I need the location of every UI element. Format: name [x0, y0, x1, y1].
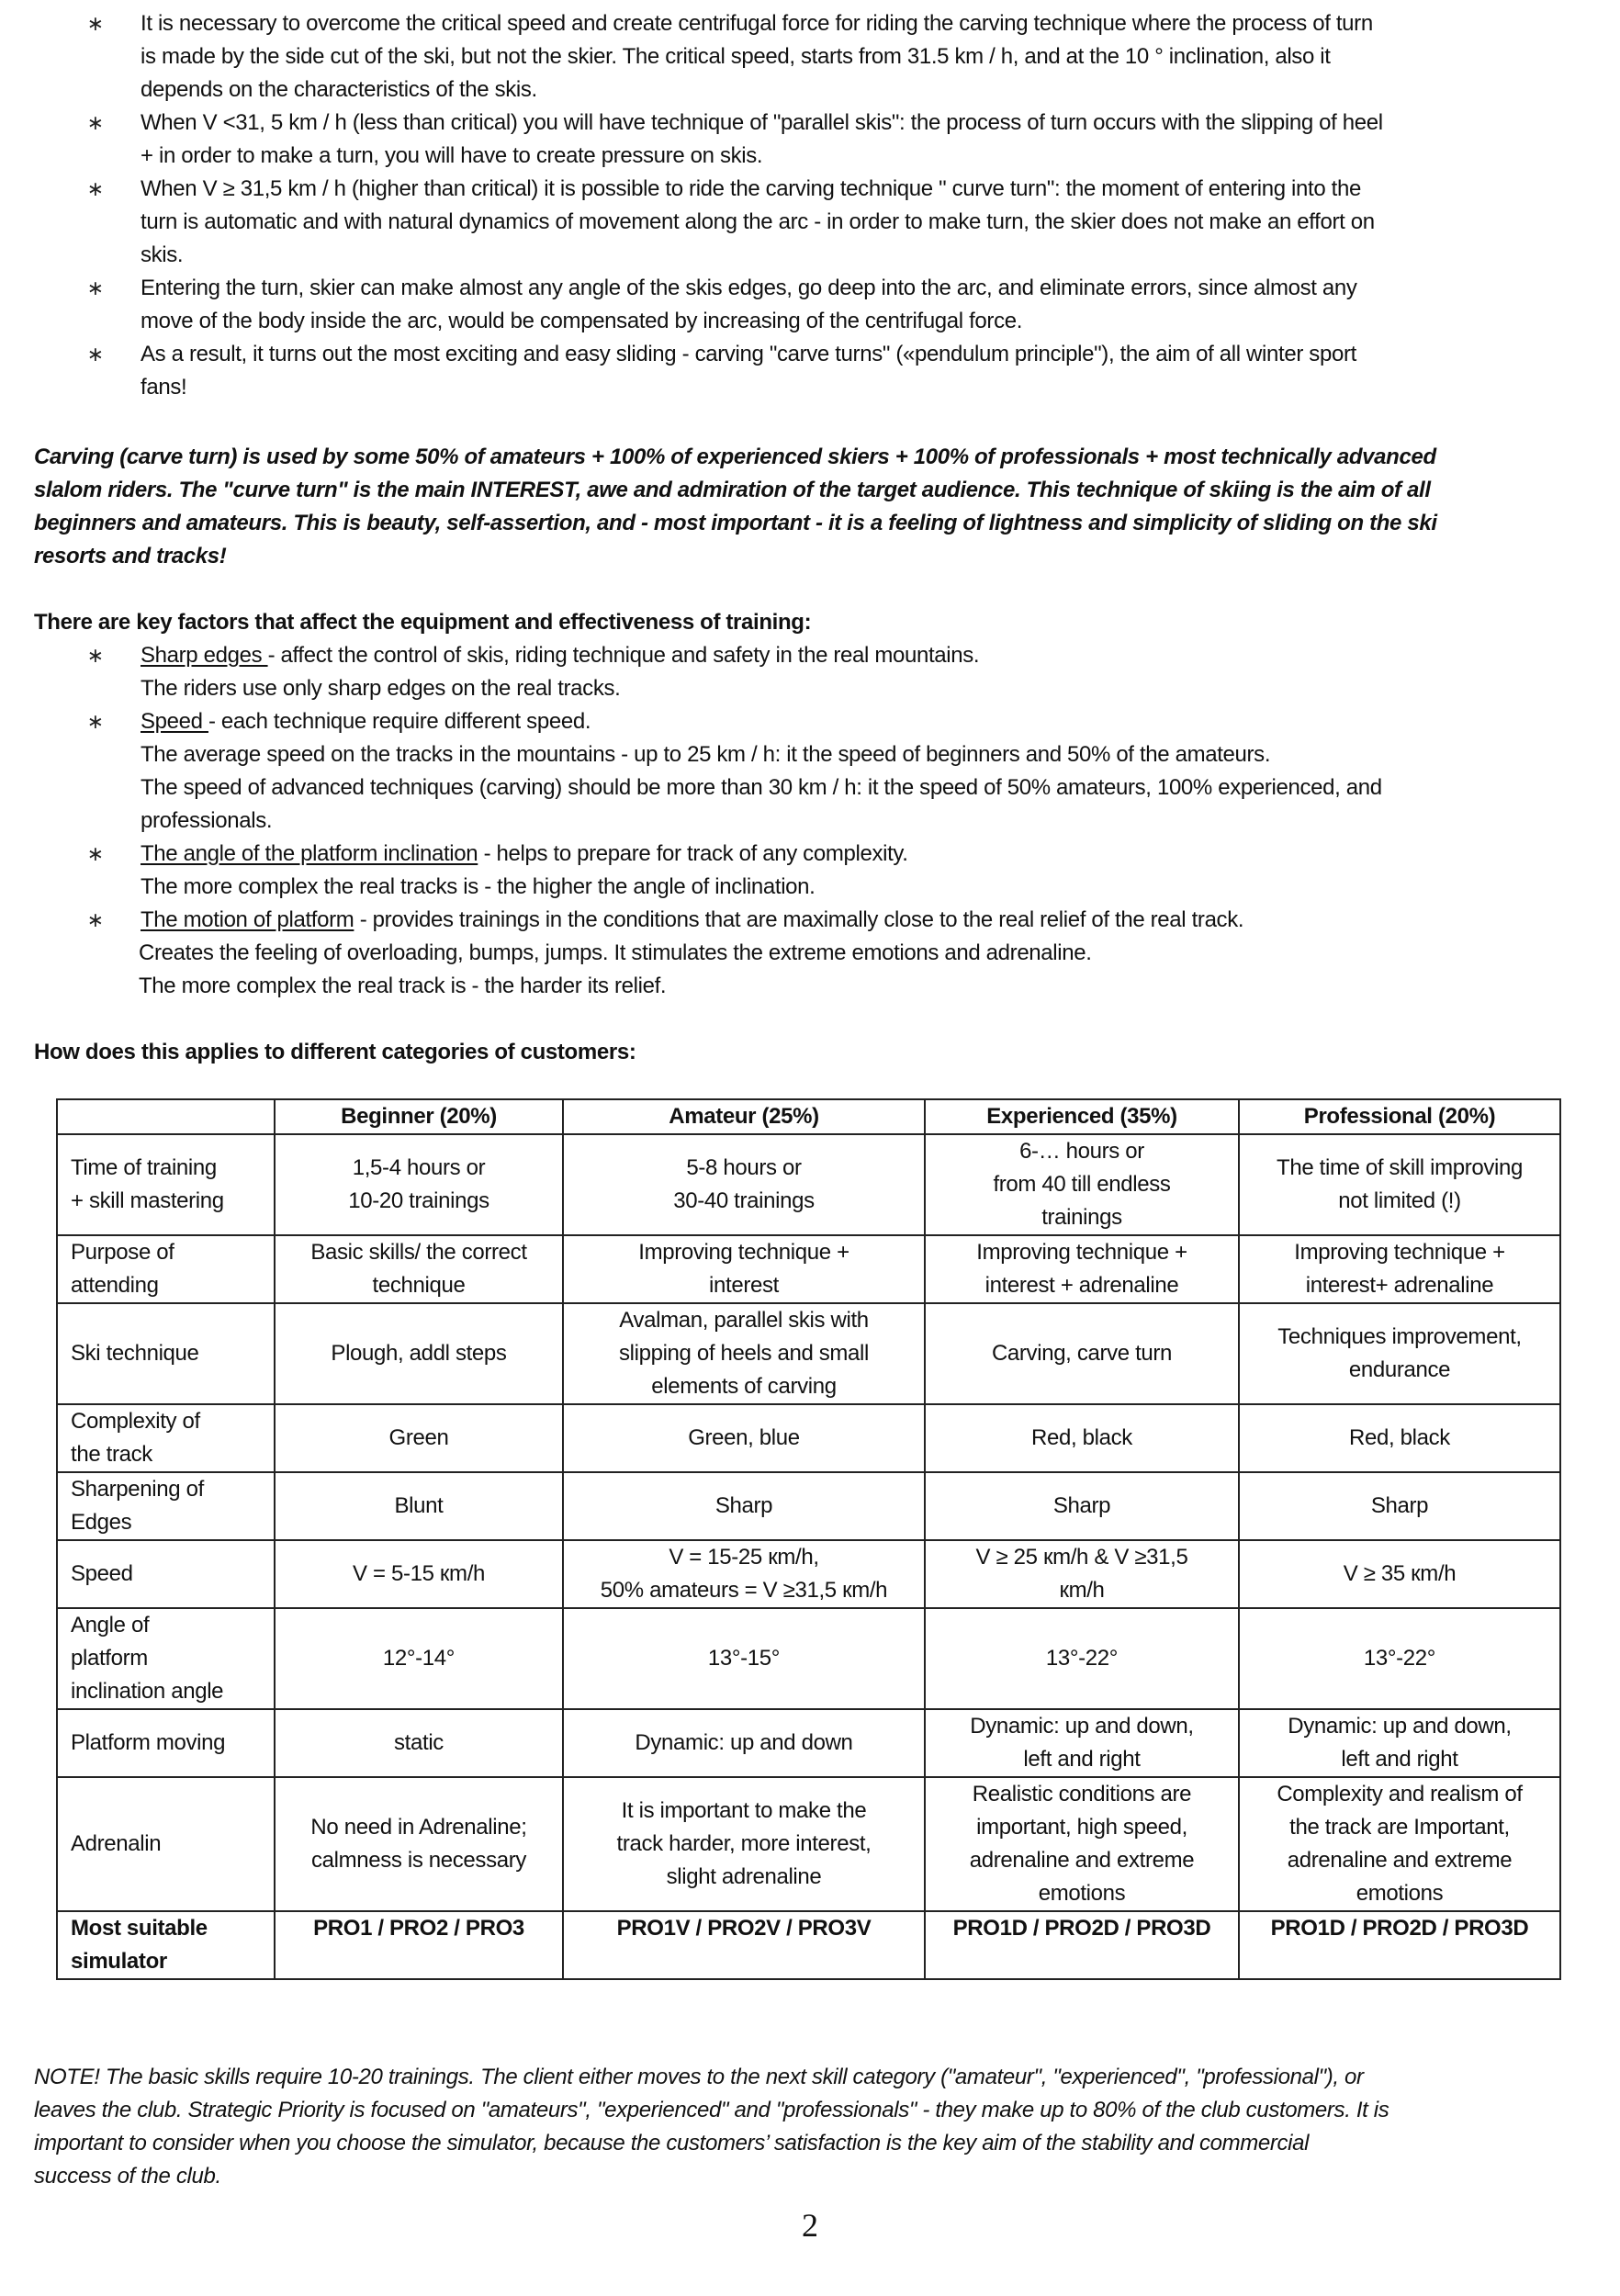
- intro-bullet-3-line-3: skis.: [141, 242, 184, 267]
- table-cell-beginner: [275, 1777, 563, 1911]
- cell-line: important, high speed,: [976, 1815, 1187, 1840]
- table-cell-amateur: [563, 1540, 925, 1608]
- table-cell-beginner: [275, 1303, 563, 1404]
- note-line-1: NOTE! The basic skills require 10-20 trainings. The client either moves to the next skill category ("amateur", "experienced", "professional"), or: [34, 2065, 1364, 2089]
- table-row: [57, 1540, 1560, 1608]
- asterisk-bullet-icon: ∗: [86, 12, 105, 35]
- cell-line: static: [394, 1730, 444, 1755]
- table-row: [57, 1303, 1560, 1404]
- table-cell-professional: [1239, 1777, 1560, 1911]
- intro-bullet-3-line-2: turn is automatic and with natural dynamics of movement along the arc - in order to make turn, the skier does not make an effort on: [141, 209, 1375, 234]
- table-header-row: [57, 1099, 1560, 1134]
- asterisk-bullet-icon: ∗: [86, 710, 105, 733]
- table-cell-beginner: [275, 1911, 563, 1979]
- table-row-label: [57, 1404, 275, 1472]
- cell-line: Speed: [71, 1561, 133, 1586]
- table-row-label: [57, 1303, 275, 1404]
- cell-line: elements of carving: [651, 1374, 837, 1399]
- key-factor-speed: [141, 705, 591, 738]
- cell-line: PRO1D / PRO2D / PRO3D: [952, 1916, 1211, 1941]
- cell-line: V ≥ 25 кm/h & V ≥31,5: [975, 1545, 1188, 1570]
- key-factor-term: Speed: [141, 709, 208, 734]
- key-factor-sharp-edges: [141, 639, 979, 672]
- cell-line: emotions: [1038, 1881, 1126, 1906]
- cell-line: 10-20 trainings: [348, 1188, 489, 1213]
- cell-line: inclination angle: [71, 1679, 224, 1704]
- cell-line: slipping of heels and small: [618, 1341, 870, 1366]
- intro-bullet-1-line-1: It is necessary to overcome the critical speed and create centrifugal force for riding the carving technique where the process of turn: [141, 11, 1373, 36]
- table-cell-professional: [1239, 1540, 1560, 1608]
- cell-line: Improving technique +: [1294, 1240, 1505, 1265]
- cell-line: slight adrenaline: [666, 1864, 822, 1889]
- cell-line: 5-8 hours or: [686, 1155, 802, 1180]
- carving-paragraph-line-2: slalom riders. The "curve turn" is the main INTEREST, awe and admiration of the target audience. This technique of skiing is the aim of all: [34, 478, 1431, 502]
- table-cell-experienced: [925, 1472, 1239, 1540]
- key-factor-term: The motion of platform: [141, 907, 354, 932]
- page-number: 2: [802, 2207, 818, 2244]
- cell-line: not limited (!): [1338, 1188, 1461, 1213]
- asterisk-bullet-icon: ∗: [86, 842, 105, 865]
- table-row: [57, 1235, 1560, 1303]
- cell-line: Complexity of: [71, 1409, 200, 1434]
- cell-line: PRO1D / PRO2D / PRO3D: [1270, 1916, 1529, 1941]
- intro-bullet-5-line-1: As a result, it turns out the most exciting and easy sliding - carving "carve turns" («pendulum principle"), the aim of all winter sport: [141, 342, 1356, 366]
- table-cell-beginner: [275, 1134, 563, 1235]
- key-factor-term: The angle of the platform inclination: [141, 841, 478, 866]
- note-line-4: success of the club.: [34, 2164, 221, 2189]
- cell-line: Dynamic: up and down: [635, 1730, 853, 1755]
- cell-line: the track are Important,: [1289, 1815, 1510, 1840]
- table-cell-professional: [1239, 1911, 1560, 1979]
- table-cell-experienced: [925, 1404, 1239, 1472]
- table-cell-professional: [1239, 1235, 1560, 1303]
- note-line-2: leaves the club. Strategic Priority is focused on "amateurs", "experienced" and "professionals" - they make up to 80% of the club customers. It is: [34, 2098, 1389, 2122]
- cell-line: PRO1 / PRO2 / PRO3: [313, 1916, 524, 1941]
- cell-line: Dynamic: up and down,: [970, 1714, 1194, 1739]
- carving-paragraph-line-3: beginners and amateurs. This is beauty, self-assertion, and - most important - it is a feeling of lightness and simplicity of sliding on the ski: [34, 511, 1437, 535]
- cell-line: The time of skill improving: [1277, 1155, 1523, 1180]
- cell-line: Edges: [71, 1510, 132, 1535]
- cell-line: left and right: [1023, 1747, 1141, 1772]
- cell-line: Sharpening of: [71, 1477, 204, 1502]
- table-row: [57, 1134, 1560, 1235]
- cell-line: V = 15-25 кm/h,: [669, 1545, 819, 1570]
- cell-line: Plough, addl steps: [331, 1341, 507, 1366]
- table-row-label: [57, 1709, 275, 1777]
- table-cell-professional: [1239, 1472, 1560, 1540]
- cell-line: 50% amateurs = V ≥31,5 кm/h: [600, 1578, 888, 1603]
- cell-line: 12°-14°: [382, 1646, 456, 1671]
- table-row: [57, 1709, 1560, 1777]
- cell-line: Purpose of: [71, 1240, 174, 1265]
- cell-line: Blunt: [394, 1493, 444, 1518]
- table-row-label: [57, 1911, 275, 1979]
- key-factor-description: - affect the control of skis, riding technique and safety in the real mountains.: [267, 643, 980, 668]
- cell-line: calmness is necessary: [310, 1848, 527, 1873]
- cell-line: Avalman, parallel skis with: [619, 1308, 869, 1333]
- table-cell-experienced: [925, 1134, 1239, 1235]
- intro-bullet-2-line-1: When V <31, 5 km / h (less than critical) you will have technique of "parallel skis": the process of turn occurs with the slipping of heel: [141, 110, 1383, 135]
- cell-line: Adrenalin: [71, 1831, 162, 1856]
- cell-line: Angle of: [71, 1613, 150, 1638]
- cell-line: кm/h: [1059, 1578, 1105, 1603]
- table-cell-beginner: [275, 1235, 563, 1303]
- table-header-beginner: Beginner (20%): [275, 1099, 563, 1134]
- cell-line: Carving, carve turn: [991, 1341, 1173, 1366]
- table-cell-amateur: [563, 1303, 925, 1404]
- cell-line: Techniques improvement,: [1277, 1324, 1522, 1349]
- cell-line: Basic skills/ the correct: [310, 1240, 527, 1265]
- asterisk-bullet-icon: ∗: [86, 908, 105, 931]
- cell-line: emotions: [1356, 1881, 1444, 1906]
- table-cell-amateur: [563, 1404, 925, 1472]
- table-cell-experienced: [925, 1608, 1239, 1709]
- table-cell-amateur: [563, 1709, 925, 1777]
- table-cell-experienced: [925, 1777, 1239, 1911]
- cell-line: Most suitable: [71, 1916, 208, 1941]
- cell-line: Platform moving: [71, 1730, 226, 1755]
- intro-bullet-2-line-2: + in order to make a turn, you will have to create pressure on skis.: [141, 143, 763, 168]
- intro-bullet-4-line-2: move of the body inside the arc, would be compensated by increasing of the centrifugal force.: [141, 309, 1023, 333]
- cell-line: Sharp: [1370, 1493, 1429, 1518]
- cell-line: technique: [372, 1273, 466, 1298]
- note-line-3: important to consider when you choose the simulator, because the customers’ satisfaction is the key aim of the stability and commercial: [34, 2131, 1310, 2155]
- intro-bullet-5-line-2: fans!: [141, 375, 187, 400]
- table-cell-amateur: [563, 1235, 925, 1303]
- table-row-label: [57, 1540, 275, 1608]
- cell-line: 6-… hours or: [1019, 1139, 1144, 1164]
- cell-line: Sharp: [1052, 1493, 1111, 1518]
- cell-line: endurance: [1348, 1357, 1451, 1382]
- table-cell-professional: [1239, 1608, 1560, 1709]
- table-cell-beginner: [275, 1540, 563, 1608]
- asterisk-bullet-icon: ∗: [86, 644, 105, 667]
- table-cell-experienced: [925, 1911, 1239, 1979]
- asterisk-bullet-icon: ∗: [86, 276, 105, 299]
- intro-bullet-1-line-3: depends on the characteristics of the skis.: [141, 77, 537, 102]
- table-cell-professional: [1239, 1303, 1560, 1404]
- key-factor-description: - helps to prepare for track of any complexity.: [478, 841, 908, 866]
- cell-line: platform: [71, 1646, 148, 1671]
- key-factor-line: The more complex the real tracks is - the higher the angle of inclination.: [141, 874, 816, 899]
- cell-line: trainings: [1041, 1205, 1122, 1230]
- cell-line: from 40 till endless: [993, 1172, 1171, 1197]
- cell-line: Red, black: [1031, 1425, 1132, 1450]
- table-cell-amateur: [563, 1911, 925, 1979]
- key-factor-description: - each technique require different speed.: [208, 709, 591, 734]
- key-factor-platform-motion: [141, 904, 1243, 937]
- cell-line: Dynamic: up and down,: [1288, 1714, 1512, 1739]
- table-cell-amateur: [563, 1472, 925, 1540]
- table-row: [57, 1608, 1560, 1709]
- table-cell-amateur: [563, 1777, 925, 1911]
- cell-line: left and right: [1341, 1747, 1458, 1772]
- cell-line: 13°-22°: [1363, 1646, 1436, 1671]
- cell-line: V ≥ 35 кm/h: [1343, 1561, 1457, 1586]
- cell-line: Green, blue: [688, 1425, 800, 1450]
- customer-categories-table: [56, 1098, 1561, 1980]
- key-factor-description: - provides trainings in the conditions that are maximally close to the real relief of the real track.: [354, 907, 1244, 932]
- table-body: [57, 1134, 1560, 1979]
- cell-line: 13°-15°: [707, 1646, 781, 1671]
- table-cell-experienced: [925, 1235, 1239, 1303]
- cell-line: simulator: [71, 1949, 167, 1974]
- table-cell-experienced: [925, 1709, 1239, 1777]
- table-cell-beginner: [275, 1608, 563, 1709]
- key-factor-line: The average speed on the tracks in the mountains - up to 25 km / h: it the speed of beginners and 50% of the amateurs.: [141, 742, 1271, 767]
- key-factor-term: Sharp edges: [141, 643, 268, 668]
- cell-line: interest+ adrenaline: [1305, 1273, 1494, 1298]
- table-row: [57, 1911, 1560, 1979]
- table-cell-experienced: [925, 1303, 1239, 1404]
- table-row: [57, 1472, 1560, 1540]
- table-row-label: [57, 1472, 275, 1540]
- key-factors-heading: There are key factors that affect the equipment and effectiveness of training:: [34, 610, 812, 635]
- cell-line: Red, black: [1349, 1425, 1450, 1450]
- table-cell-professional: [1239, 1404, 1560, 1472]
- cell-line: track harder, more interest,: [616, 1831, 872, 1856]
- asterisk-bullet-icon: ∗: [86, 343, 105, 366]
- table-row-label: [57, 1608, 275, 1709]
- table-row: [57, 1777, 1560, 1911]
- table-header-professional: Professional (20%): [1239, 1099, 1560, 1134]
- table-row-label: [57, 1134, 275, 1235]
- table-header-experienced: Experienced (35%): [925, 1099, 1239, 1134]
- table-cell-professional: [1239, 1709, 1560, 1777]
- intro-bullet-1-line-2: is made by the side cut of the ski, but not the skier. The critical speed, starts from 31.5 km / h, and at the 10 ° inclination, also it: [141, 44, 1331, 69]
- key-factor-line: Creates the feeling of overloading, bumps, jumps. It stimulates the extreme emotions and adrenaline.: [139, 940, 1092, 965]
- cell-line: the track: [71, 1442, 152, 1467]
- key-factor-line: The riders use only sharp edges on the real tracks.: [141, 676, 621, 701]
- cell-line: V = 5-15 кm/h: [352, 1561, 486, 1586]
- cell-line: + skill mastering: [71, 1188, 224, 1213]
- cell-line: It is important to make the: [621, 1798, 867, 1823]
- cell-line: Time of training: [71, 1155, 217, 1180]
- cell-line: Improving technique +: [976, 1240, 1187, 1265]
- table-cell-beginner: [275, 1709, 563, 1777]
- asterisk-bullet-icon: ∗: [86, 111, 105, 134]
- table-row-label: [57, 1235, 275, 1303]
- key-factor-platform-angle: [141, 838, 908, 871]
- table-header-amateur: Amateur (25%): [563, 1099, 925, 1134]
- table-cell-experienced: [925, 1540, 1239, 1608]
- key-factor-line: professionals.: [141, 808, 273, 833]
- cell-line: 1,5-4 hours or: [352, 1155, 486, 1180]
- table-cell-amateur: [563, 1608, 925, 1709]
- table-cell-professional: [1239, 1134, 1560, 1235]
- table-cell-amateur: [563, 1134, 925, 1235]
- cell-line: Realistic conditions are: [972, 1782, 1192, 1806]
- cell-line: Ski technique: [71, 1341, 199, 1366]
- asterisk-bullet-icon: ∗: [86, 177, 105, 200]
- cell-line: Improving technique +: [638, 1240, 849, 1265]
- cell-line: Sharp: [714, 1493, 773, 1518]
- cell-line: PRO1V / PRO2V / PRO3V: [616, 1916, 872, 1941]
- cell-line: interest: [709, 1273, 779, 1298]
- cell-line: adrenaline and extreme: [1287, 1848, 1513, 1873]
- table-cell-beginner: [275, 1472, 563, 1540]
- cell-line: Green: [388, 1425, 449, 1450]
- cell-line: interest + adrenaline: [984, 1273, 1179, 1298]
- intro-bullet-3-line-1: When V ≥ 31,5 km / h (higher than critical) it is possible to ride the carving technique " curve turn": the moment of entering into the: [141, 176, 1361, 201]
- cell-line: 30-40 trainings: [673, 1188, 815, 1213]
- cell-line: 13°-22°: [1045, 1646, 1119, 1671]
- table-cell-beginner: [275, 1404, 563, 1472]
- cell-line: adrenaline and extreme: [969, 1848, 1195, 1873]
- intro-bullet-4-line-1: Entering the turn, skier can make almost any angle of the skis edges, go deep into the arc, and eliminate errors, since almost any: [141, 276, 1357, 300]
- table-row-label: [57, 1777, 275, 1911]
- table-header-corner: [57, 1099, 275, 1134]
- cell-line: Complexity and realism of: [1277, 1782, 1523, 1806]
- carving-paragraph-line-4: resorts and tracks!: [34, 544, 227, 568]
- key-factor-line: The more complex the real track is - the harder its relief.: [139, 974, 667, 998]
- customer-categories-heading: How does this applies to different categories of customers:: [34, 1040, 636, 1064]
- key-factor-line: The speed of advanced techniques (carving) should be more than 30 km / h: it the speed of 50% amateurs, 100% experienced, and: [141, 775, 1382, 800]
- table-row: [57, 1404, 1560, 1472]
- cell-line: attending: [71, 1273, 159, 1298]
- carving-paragraph-line-1: Carving (carve turn) is used by some 50% of amateurs + 100% of experienced skiers + 100% of professionals + most technically advanced: [34, 445, 1436, 469]
- cell-line: No need in Adrenaline;: [310, 1815, 527, 1840]
